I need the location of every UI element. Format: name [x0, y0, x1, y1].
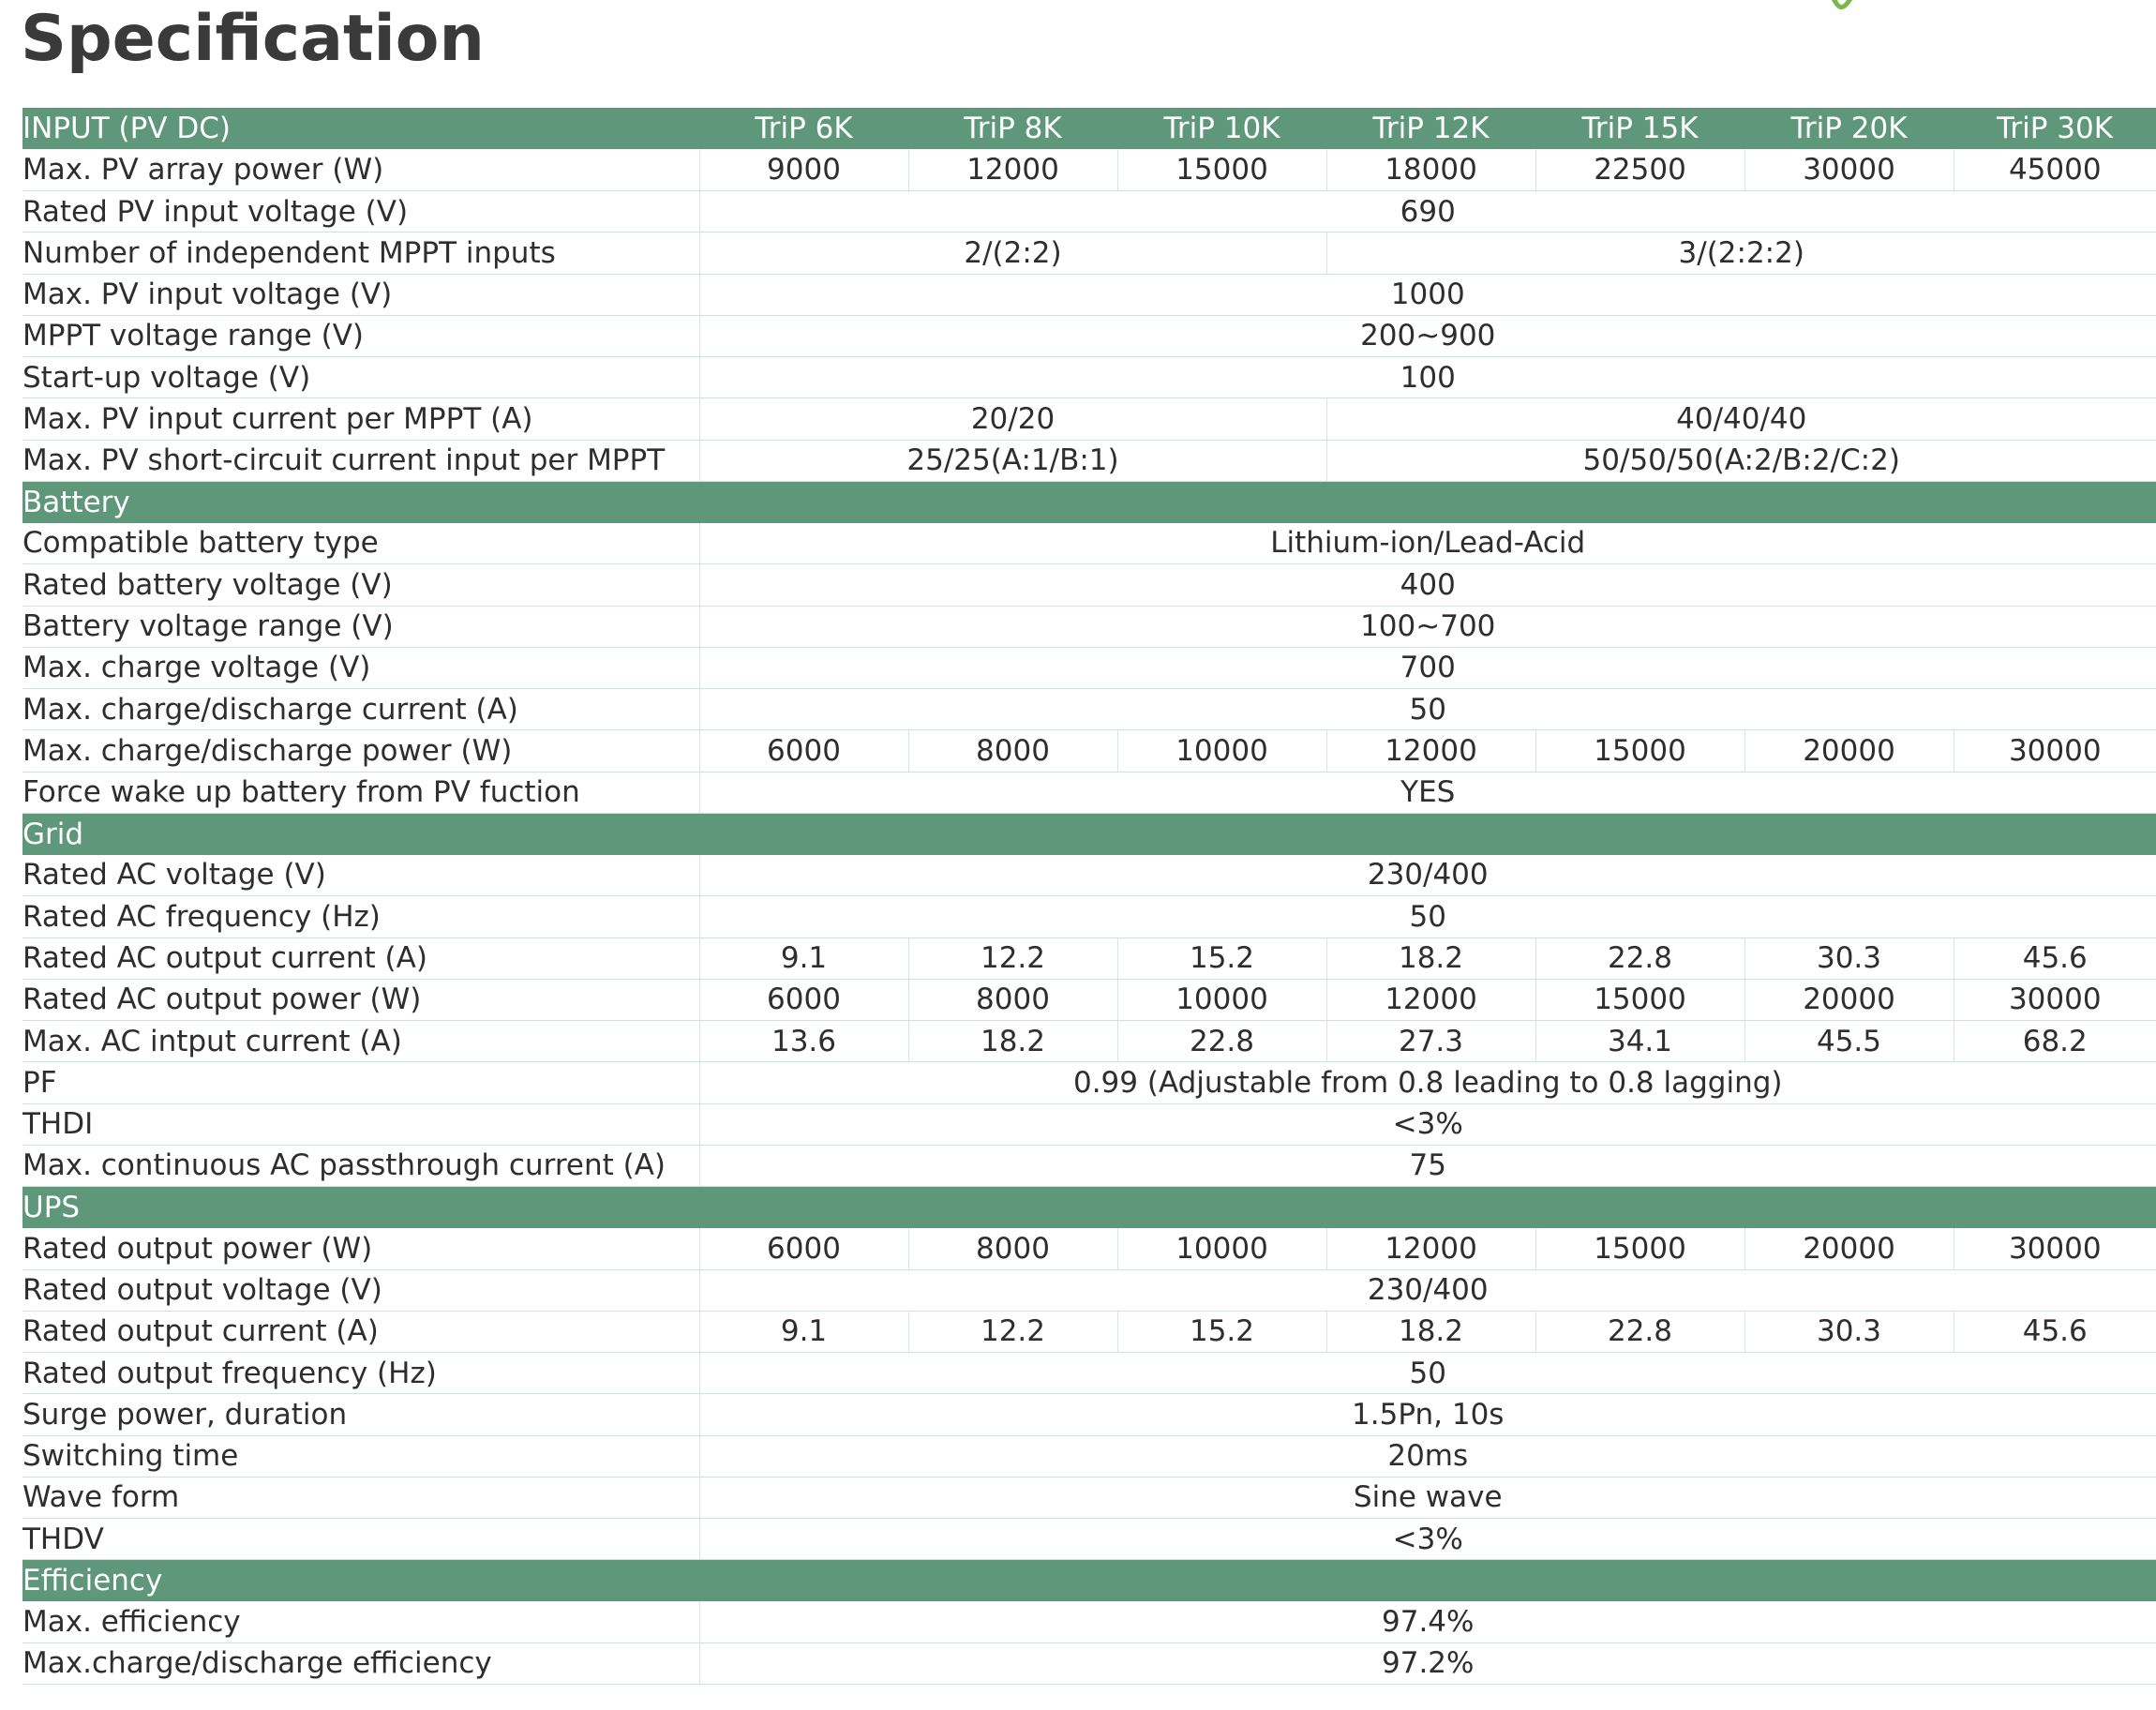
section-header	[22, 481, 2156, 522]
row-value: 230/400	[699, 855, 2156, 896]
row-value: 50	[699, 689, 2156, 730]
row-value: 15000	[1535, 979, 1744, 1020]
table-row	[22, 564, 2156, 606]
row-value: 15.2	[1117, 1311, 1326, 1352]
row-value: 9.1	[699, 938, 908, 979]
row-value: 18.2	[1326, 1311, 1535, 1352]
row-value: 68.2	[1954, 1021, 2156, 1062]
row-label: Rated PV input voltage (V)	[22, 191, 699, 232]
row-label: Max. PV short-circuit current input per MPPT	[22, 440, 699, 481]
table-row	[22, 1103, 2156, 1145]
row-value: 45000	[1954, 149, 2156, 190]
row-label: Max. efficiency	[22, 1601, 699, 1642]
table-row	[22, 191, 2156, 232]
section-header	[22, 108, 2156, 149]
row-value: 100	[699, 357, 2156, 398]
row-value: 20000	[1744, 730, 1954, 772]
row-value: 20ms	[699, 1435, 2156, 1477]
table-row	[22, 647, 2156, 688]
row-value: 12000	[908, 149, 1117, 190]
row-value: 6000	[699, 979, 908, 1020]
brand-logo-fragment	[1828, 0, 1856, 13]
row-value: 10000	[1117, 1228, 1326, 1269]
row-value: 10000	[1117, 979, 1326, 1020]
model-header: TriP 10K	[1117, 108, 1326, 149]
row-value: 230/400	[699, 1269, 2156, 1311]
table-row	[22, 1269, 2156, 1311]
row-value: 700	[699, 647, 2156, 688]
row-value: 12000	[1326, 730, 1535, 772]
row-value: 30000	[1744, 149, 1954, 190]
row-label: Force wake up battery from PV fuction	[22, 772, 699, 813]
row-value: 12.2	[908, 1311, 1117, 1352]
row-label: Surge power, duration	[22, 1394, 699, 1435]
row-label: Rated output current (A)	[22, 1311, 699, 1352]
table-row	[22, 1435, 2156, 1477]
section-header	[22, 1560, 2156, 1601]
row-value: Sine wave	[699, 1477, 2156, 1518]
table-row	[22, 896, 2156, 938]
table-row	[22, 1311, 2156, 1352]
table-row	[22, 440, 2156, 481]
table-row	[22, 274, 2156, 315]
row-value: 18000	[1326, 149, 1535, 190]
section-header-fill	[699, 1187, 2156, 1228]
row-label: Rated battery voltage (V)	[22, 564, 699, 606]
row-label: Switching time	[22, 1435, 699, 1477]
section-header	[22, 813, 2156, 854]
row-value: 30000	[1954, 1228, 2156, 1269]
table-row	[22, 1062, 2156, 1103]
specification-table	[22, 108, 2156, 1685]
table-row	[22, 357, 2156, 398]
section-header-fill	[699, 481, 2156, 522]
row-label: Rated AC frequency (Hz)	[22, 896, 699, 938]
row-value: 15.2	[1117, 938, 1326, 979]
model-header: TriP 30K	[1954, 108, 2156, 149]
row-label: Rated output frequency (Hz)	[22, 1353, 699, 1394]
row-value: 34.1	[1535, 1021, 1744, 1062]
row-value: 400	[699, 564, 2156, 606]
table-row	[22, 1477, 2156, 1518]
section-header-fill	[699, 1560, 2156, 1601]
row-value: 9000	[699, 149, 908, 190]
row-value: 690	[699, 191, 2156, 232]
table-row	[22, 523, 2156, 564]
row-value: 40/40/40	[1326, 398, 2156, 440]
table-row	[22, 689, 2156, 730]
row-value: 15000	[1117, 149, 1326, 190]
row-label: Max. charge/discharge current (A)	[22, 689, 699, 730]
section-title: Battery	[22, 481, 699, 522]
row-value: 6000	[699, 730, 908, 772]
row-value: 97.4%	[699, 1601, 2156, 1642]
section-title: Grid	[22, 813, 699, 854]
row-label: Max. PV array power (W)	[22, 149, 699, 190]
row-value: 18.2	[908, 1021, 1117, 1062]
table-row	[22, 730, 2156, 772]
row-value: 12000	[1326, 1228, 1535, 1269]
row-value: 27.3	[1326, 1021, 1535, 1062]
row-value: YES	[699, 772, 2156, 813]
row-value: 200~900	[699, 315, 2156, 356]
table-row	[22, 1021, 2156, 1062]
row-value: 1000	[699, 274, 2156, 315]
row-label: Rated AC voltage (V)	[22, 855, 699, 896]
row-label: Wave form	[22, 1477, 699, 1518]
row-value: 45.6	[1954, 938, 2156, 979]
row-value: 45.5	[1744, 1021, 1954, 1062]
table-row	[22, 1353, 2156, 1394]
row-value: 15000	[1535, 730, 1744, 772]
table-row	[22, 1145, 2156, 1186]
row-value: 20/20	[699, 398, 1326, 440]
row-value: 8000	[908, 730, 1117, 772]
row-value: 12000	[1326, 979, 1535, 1020]
table-row	[22, 398, 2156, 440]
row-value: 22500	[1535, 149, 1744, 190]
row-value: 50	[699, 1353, 2156, 1394]
row-value: 25/25(A:1/B:1)	[699, 440, 1326, 481]
row-value: <3%	[699, 1519, 2156, 1560]
row-value: 75	[699, 1145, 2156, 1186]
row-value: Lithium-ion/Lead-Acid	[699, 523, 2156, 564]
row-value: 12.2	[908, 938, 1117, 979]
row-value: 30.3	[1744, 938, 1954, 979]
row-value: 8000	[908, 1228, 1117, 1269]
section-header	[22, 1187, 2156, 1228]
row-label: THDV	[22, 1519, 699, 1560]
row-label: Start-up voltage (V)	[22, 357, 699, 398]
row-value: 22.8	[1535, 1311, 1744, 1352]
row-label: Max. AC intput current (A)	[22, 1021, 699, 1062]
table-row	[22, 1519, 2156, 1560]
model-header: TriP 6K	[699, 108, 908, 149]
row-value: 10000	[1117, 730, 1326, 772]
row-value: 1.5Pn, 10s	[699, 1394, 2156, 1435]
row-label: Number of independent MPPT inputs	[22, 232, 699, 274]
row-value: 30.3	[1744, 1311, 1954, 1352]
row-value: 15000	[1535, 1228, 1744, 1269]
row-value: 50	[699, 896, 2156, 938]
page-title: Specification	[21, 2, 485, 76]
row-label: MPPT voltage range (V)	[22, 315, 699, 356]
row-label: THDI	[22, 1103, 699, 1145]
row-value: 13.6	[699, 1021, 908, 1062]
model-header: TriP 15K	[1535, 108, 1744, 149]
row-label: Compatible battery type	[22, 523, 699, 564]
row-value: 9.1	[699, 1311, 908, 1352]
row-value: 97.2%	[699, 1642, 2156, 1684]
table-row	[22, 232, 2156, 274]
table-row	[22, 149, 2156, 190]
row-label: Max. PV input voltage (V)	[22, 274, 699, 315]
table-row	[22, 606, 2156, 647]
row-label: Max.charge/discharge efficiency	[22, 1642, 699, 1684]
row-value: 8000	[908, 979, 1117, 1020]
row-label: Battery voltage range (V)	[22, 606, 699, 647]
row-label: Rated AC output current (A)	[22, 938, 699, 979]
table-row	[22, 772, 2156, 813]
section-title: INPUT (PV DC)	[22, 108, 699, 149]
row-label: Max. charge voltage (V)	[22, 647, 699, 688]
spec-table-body	[22, 108, 2156, 1685]
model-header: TriP 8K	[908, 108, 1117, 149]
row-value: 30000	[1954, 979, 2156, 1020]
row-label: Max. PV input current per MPPT (A)	[22, 398, 699, 440]
section-title: Efficiency	[22, 1560, 699, 1601]
table-row	[22, 1642, 2156, 1684]
table-row	[22, 1601, 2156, 1642]
table-row	[22, 938, 2156, 979]
row-label: Rated AC output power (W)	[22, 979, 699, 1020]
row-value: 50/50/50(A:2/B:2/C:2)	[1326, 440, 2156, 481]
row-value: 20000	[1744, 979, 1954, 1020]
table-row	[22, 1228, 2156, 1269]
section-header-fill	[699, 813, 2156, 854]
row-value: 20000	[1744, 1228, 1954, 1269]
row-value: 0.99 (Adjustable from 0.8 leading to 0.8 lagging)	[699, 1062, 2156, 1103]
row-label: Max. continuous AC passthrough current (A)	[22, 1145, 699, 1186]
row-label: Rated output power (W)	[22, 1228, 699, 1269]
row-label: Max. charge/discharge power (W)	[22, 730, 699, 772]
section-title: UPS	[22, 1187, 699, 1228]
row-value: 18.2	[1326, 938, 1535, 979]
row-value: 100~700	[699, 606, 2156, 647]
row-value: 45.6	[1954, 1311, 2156, 1352]
model-header: TriP 12K	[1326, 108, 1535, 149]
table-row	[22, 315, 2156, 356]
row-value: 22.8	[1535, 938, 1744, 979]
row-value: <3%	[699, 1103, 2156, 1145]
table-row	[22, 855, 2156, 896]
row-value: 6000	[699, 1228, 908, 1269]
table-row	[22, 1394, 2156, 1435]
row-value: 22.8	[1117, 1021, 1326, 1062]
row-value: 3/(2:2:2)	[1326, 232, 2156, 274]
row-value: 2/(2:2)	[699, 232, 1326, 274]
row-label: Rated output voltage (V)	[22, 1269, 699, 1311]
model-header: TriP 20K	[1744, 108, 1954, 149]
row-label: PF	[22, 1062, 699, 1103]
table-row	[22, 979, 2156, 1020]
row-value: 30000	[1954, 730, 2156, 772]
